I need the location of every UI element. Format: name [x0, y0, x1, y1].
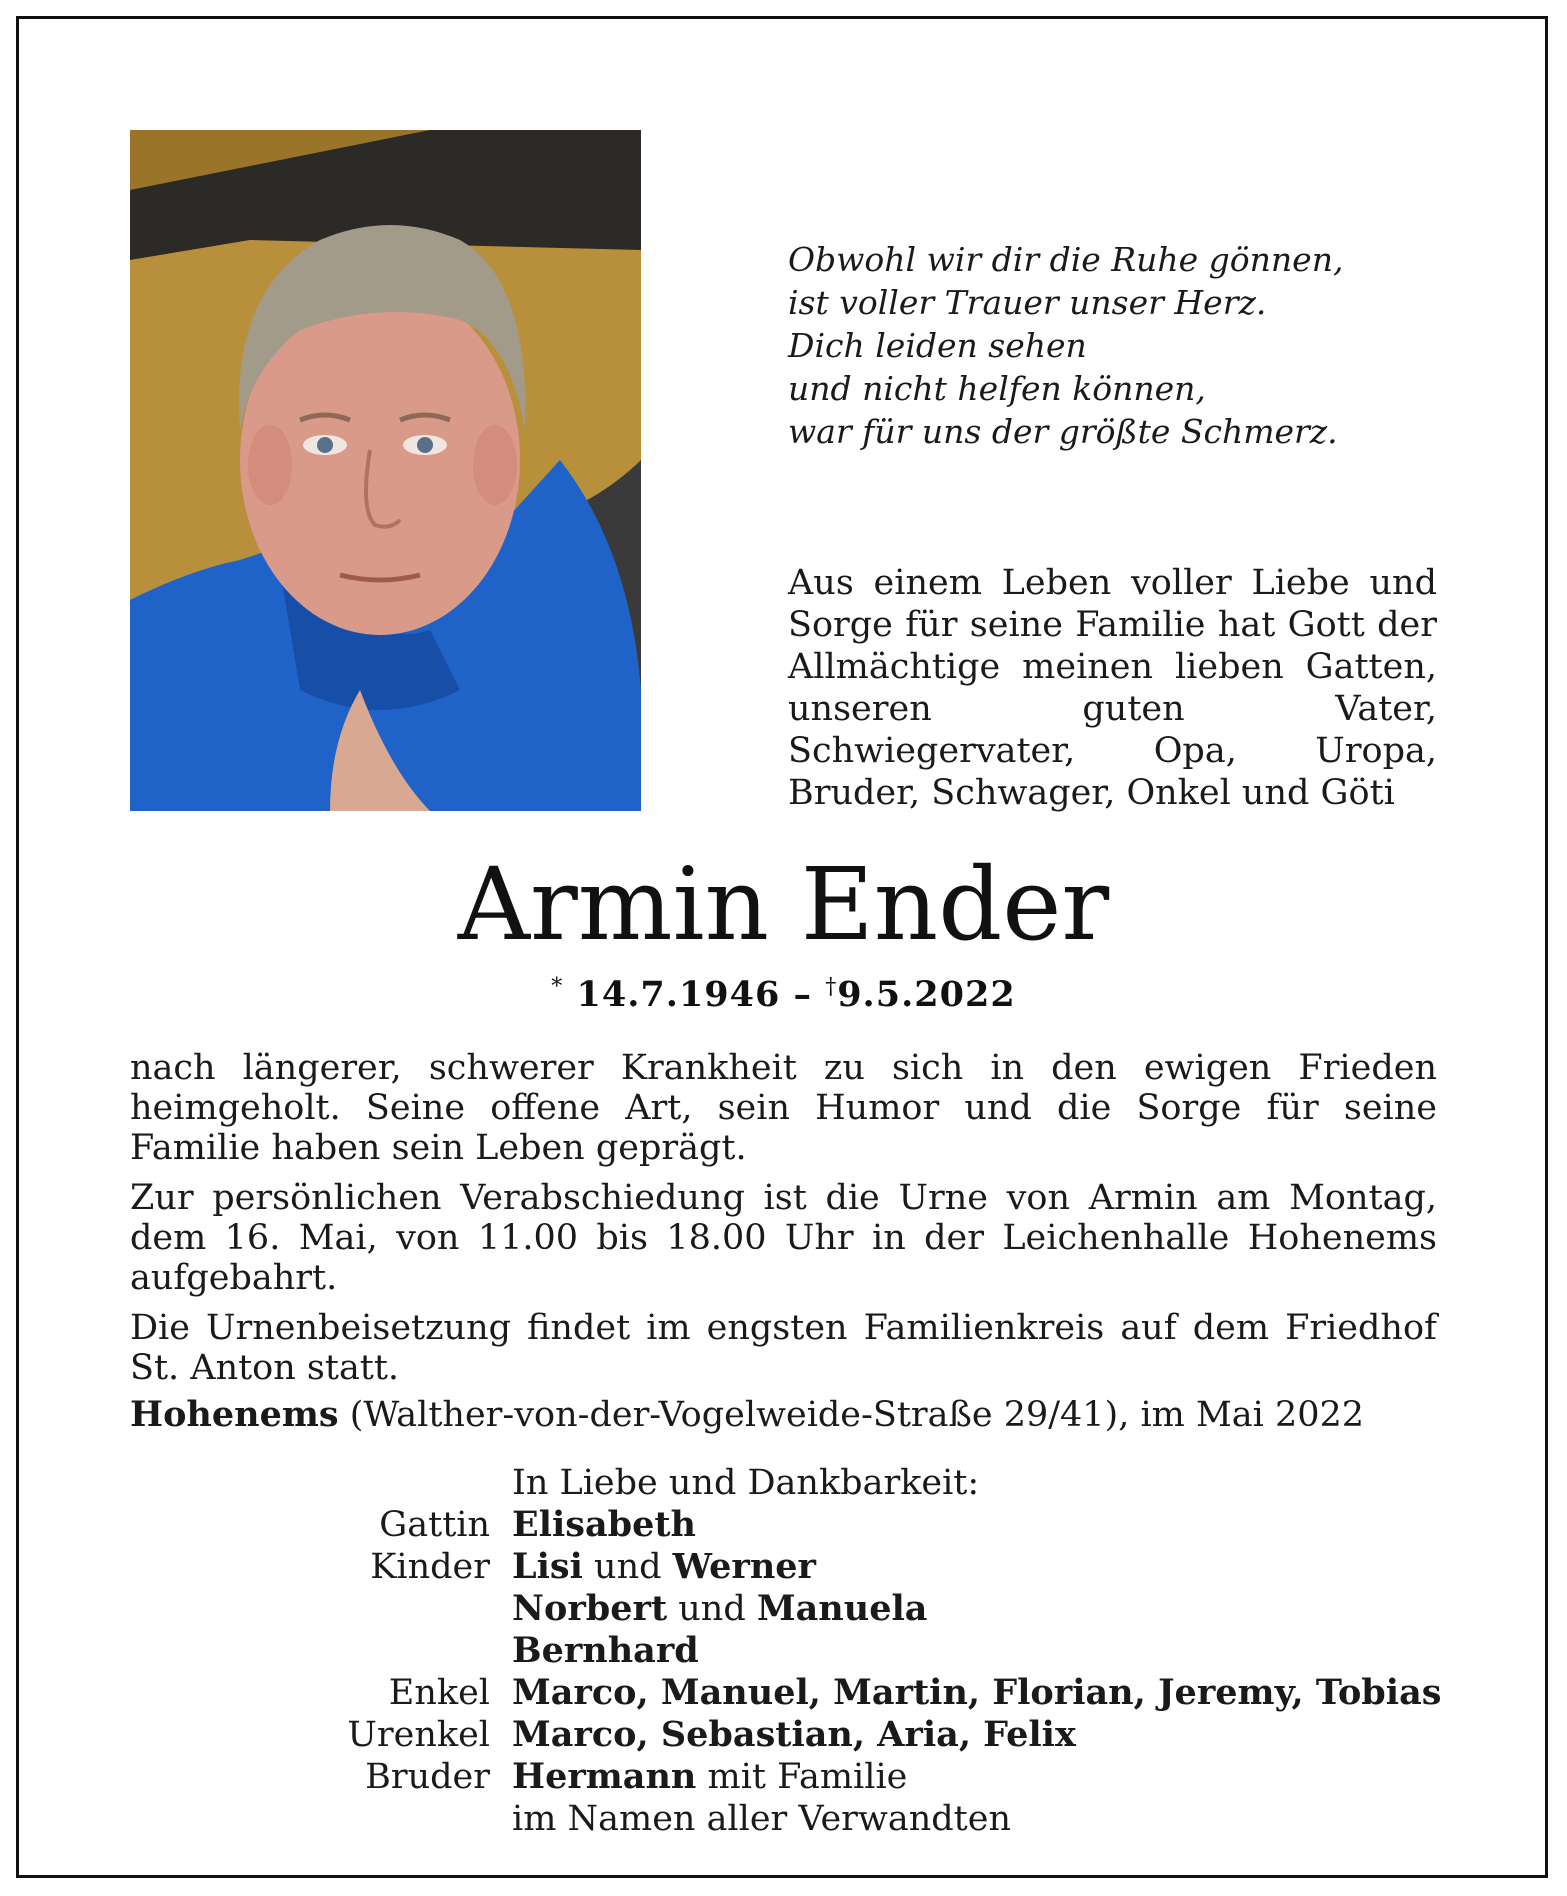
- mourners-intro: In Liebe und Dankbarkeit:: [512, 1463, 980, 1503]
- mourner-name: Bernhard: [512, 1630, 699, 1671]
- mourner-row-kinder-3: [300, 1630, 1500, 1672]
- mourner-name: Hermann: [512, 1756, 697, 1797]
- mourner-row-urenkel: [300, 1714, 1500, 1756]
- birth-date: 14.7.1946: [576, 974, 781, 1015]
- town-name: Hohenems: [130, 1394, 339, 1435]
- mourner-name: Marco, Manuel, Martin, Florian, Jeremy, Tobias: [512, 1672, 1442, 1713]
- mourner-name: Elisabeth: [512, 1504, 697, 1545]
- obituary-body: [130, 1048, 1437, 1398]
- mourner-name: Norbert: [512, 1588, 668, 1629]
- poem-line: Obwohl wir dir die Ruhe gönnen,: [788, 240, 1344, 279]
- life-dates: [0, 974, 1567, 1015]
- poem-line: war für uns der größte Schmerz.: [788, 412, 1338, 451]
- mourner-name: Marco, Sebastian, Aria, Felix: [512, 1714, 1076, 1755]
- body-paragraph: nach längerer, schwerer Krankheit zu sich in den ewigen Frieden heimgeholt. Seine offene Art, sein Humor und die Sorge für seine Familie haben sein Leben geprägt.: [130, 1048, 1437, 1168]
- death-symbol: †: [825, 974, 838, 1000]
- birth-symbol: *: [551, 974, 564, 1000]
- body-paragraph: Zur persönlichen Verabschiedung ist die Urne von Armin am Montag, dem 16. Mai, von 11.00 bis 18.00 Uhr in der Leichenhalle Hohenems aufgebahrt.: [130, 1178, 1437, 1298]
- mourner-name: Manuela: [756, 1588, 928, 1629]
- mourner-name: Lisi: [512, 1546, 583, 1587]
- mourner-suffix: mit Familie: [696, 1757, 908, 1797]
- mourner-name: Werner: [672, 1546, 816, 1587]
- role-label: Kinder: [370, 1547, 490, 1587]
- mourners-closing: im Namen aller Verwandten: [512, 1799, 1011, 1839]
- mourner-row-gattin: [300, 1504, 1500, 1546]
- mourners-list: [300, 1462, 1500, 1840]
- poem: [788, 238, 1488, 453]
- poem-line: und nicht helfen können,: [788, 369, 1206, 408]
- mourner-row-kinder-2: [300, 1588, 1500, 1630]
- role-label: Bruder: [365, 1757, 490, 1797]
- mourner-row-enkel: [300, 1672, 1500, 1714]
- body-paragraph: Die Urnenbeisetzung findet im engsten Familienkreis auf dem Friedhof St. Anton statt.: [130, 1308, 1437, 1388]
- place-date-line: [130, 1394, 1364, 1436]
- portrait-photo: [130, 130, 641, 811]
- death-date: 9.5.2022: [837, 974, 1016, 1015]
- mourners-closing-row: [300, 1798, 1500, 1840]
- role-label: Gattin: [379, 1505, 490, 1545]
- role-label: Urenkel: [347, 1715, 490, 1755]
- mourner-row-kinder: [300, 1546, 1500, 1588]
- conjunction: und: [582, 1547, 673, 1587]
- role-label: Enkel: [388, 1673, 490, 1713]
- mourner-row-bruder: [300, 1756, 1500, 1798]
- date-separator: –: [793, 974, 813, 1015]
- announcement-text: Aus einem Leben voller Liebe und Sorge für seine Familie hat Gott der Allmächtige meinen lieben Gatten, unseren guten Vater, Schwiegervater, Opa, Uropa, Bruder, Schwager, Onkel und Göti: [788, 563, 1437, 813]
- poem-line: ist voller Trauer unser Herz.: [788, 283, 1267, 322]
- conjunction: und: [667, 1589, 757, 1629]
- address-date: (Walther-von-der-Vogelweide-Straße 29/41), im Mai 2022: [338, 1395, 1365, 1435]
- mourners-intro-row: [300, 1462, 1500, 1504]
- deceased-name: Armin Ender: [457, 846, 1110, 963]
- poem-line: Dich leiden sehen: [788, 326, 1087, 365]
